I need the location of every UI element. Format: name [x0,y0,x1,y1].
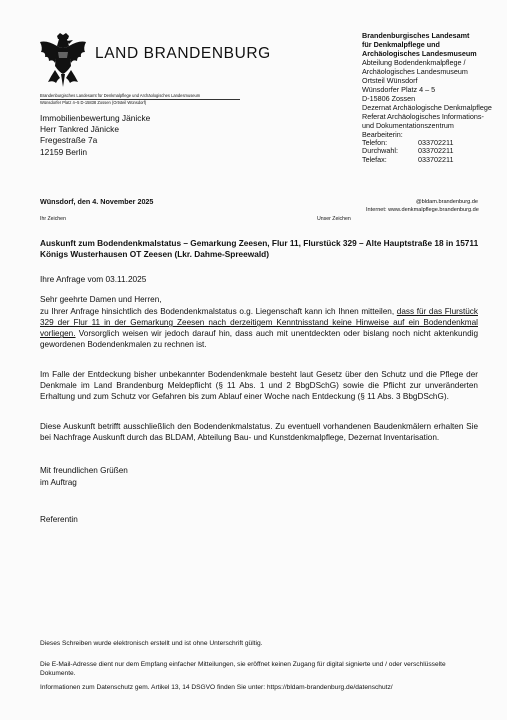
org-sub-line: Ortsteil Wünsdorf [362,76,418,85]
brandenburg-eagle-icon [39,32,87,88]
subject-line: Auskunft zum Bodendenkmalstatus – Gemarkung Zeesen, Flur 11, Flurstück 329 – Alte Hauptstraße 18 in 15711 Königs Wusterhausen OT Zeesen (Lkr. Dahme-Spreewald) [40,238,479,260]
org-name-line: für Denkmalpflege und [362,40,440,49]
org-sub-line: Abteilung Bodendenkmalpflege / [362,58,466,67]
org-sub-line: Referat Archäologisches Informations- [362,112,484,121]
recipient-line: Herr Tankred Jänicke [40,124,119,135]
org-sub-line: Dezernat Archäologische Denkmalpflege [362,103,492,112]
paragraph-text: Vorsorglich weisen wir jedoch darauf hin, dass auch mit unentdeckten oder bislang noch nicht aktenkundig gewordenen Bodendenkmalen zu rechnen ist. [40,329,478,350]
closing-greeting: Mit freundlichen Grüßen [40,466,128,475]
signature-title: Referentin [40,515,78,524]
salutation: Sehr geehrte Damen und Herren, [40,295,162,304]
contact-label: Telefax: [362,154,387,164]
contact-row [362,156,492,164]
contact-label: Telefon: [362,138,388,147]
paragraph-legal-notice: Im Falle der Entdeckung bisher unbekannter Bodendenkmale besteht laut Gesetz über den Schutz und die Pflege der Denkmale im Land Brandenburg Meldepflicht (§ 11 Abs. 1 und 2 BbgDSchG) sowie die Pflicht zur unveränderten Erhaltung und zum Schutz vor Gefahren bis zum Ablauf einer Woche nach Entdeckung (§ 11 Abs. 3 BbgDSchG). [40,370,478,402]
internet-line [366,207,479,213]
footer-electronic-note: Dieses Schreiben wurde elektronisch erstellt und ist ohne Unterschrift gültig. [40,640,263,647]
internet-label: Internet: [366,207,387,213]
paragraph-status [40,306,478,350]
request-reference: Ihre Anfrage vom 03.11.2025 [40,274,147,284]
org-sub-line: D-15806 Zossen [362,94,416,103]
recipient-address [40,113,150,158]
department-address: Wünsdorfer Platz 4–5 D-15838 Zossen (Ortsteil Wünsdorf) [40,100,147,105]
org-sub-line: Wünsdorfer Platz 4 – 5 [362,85,436,94]
contact-value[interactable]: 033702211 [418,138,454,147]
organisation-block [362,31,492,164]
recipient-line: 12159 Berlin [40,146,88,157]
footer-privacy-note: Informationen zum Datenschutz gem. Artikel 13, 14 DSGVO finden Sie unter: https://bldam-brandenburg.de/datenschutz/ [40,684,393,691]
paragraph-scope: Diese Auskunft betrifft ausschließlich den Bodendenkmalstatus. Zu eventuell vorhandenen Baudenkmälern erhalten Sie bei Nachfrage Auskunft durch das BLDAM, Abteilung Bau- und Kunstdenkmalpflege, Dezernat Inventarisation. [40,422,478,443]
contact-label: Durchwahl: [362,146,398,156]
state-title: LAND BRANDENBURG [95,45,271,62]
letter-date: Wünsdorf, den 4. November 2025 [40,197,154,206]
footer-email-notice: Die E-Mail-Adresse dient nur dem Empfang einfacher Mitteilungen, sie eröffnet keinen Zugang für digital signierte und / oder verschlüsselte Dokumente. [40,661,446,677]
status-statement: dass für das Flurstück 329 der Flur 11 in der Gemarkung Zeesen nach derzeitigem Kenntnisstand keine Hinweise auf ein Bodendenkmal vorliegen. [40,307,478,339]
org-sub-line: und Dokumentationszentrum [362,121,454,130]
recipient-line: Fregestraße 7a [40,135,98,146]
contact-value[interactable]: 033702211 [418,154,454,164]
unser-zeichen-label: Unser Zeichen [317,216,351,222]
website-link[interactable]: www.denkmalpflege.brandenburg.de [388,207,479,213]
org-name-line: Brandenburgisches Landesamt [362,31,470,40]
org-name-line: Archäologisches Landesmuseum [362,49,477,58]
ihr-zeichen-label: Ihr Zeichen [40,216,66,222]
org-sub-line: Bearbeiterin: [362,130,403,139]
department-name: Brandenburgisches Landesamt für Denkmalpflege und Archäologisches Landesmuseum [40,93,201,98]
paragraph-text: zu Ihrer Anfrage hinsichtlich des Bodendenkmalstatus o.g. Liegenschaft kann ich Ihnen mitteilen, [40,307,397,316]
email-address[interactable]: @bldam.brandenburg.de [416,199,478,205]
closing-by-order: im Auftrag [40,478,77,487]
org-sub-line: Archäologisches Landesmuseum [362,67,468,76]
contact-value[interactable]: 033702211 [418,146,454,156]
recipient-line: Immobilienbewertung Jänicke [40,113,151,123]
